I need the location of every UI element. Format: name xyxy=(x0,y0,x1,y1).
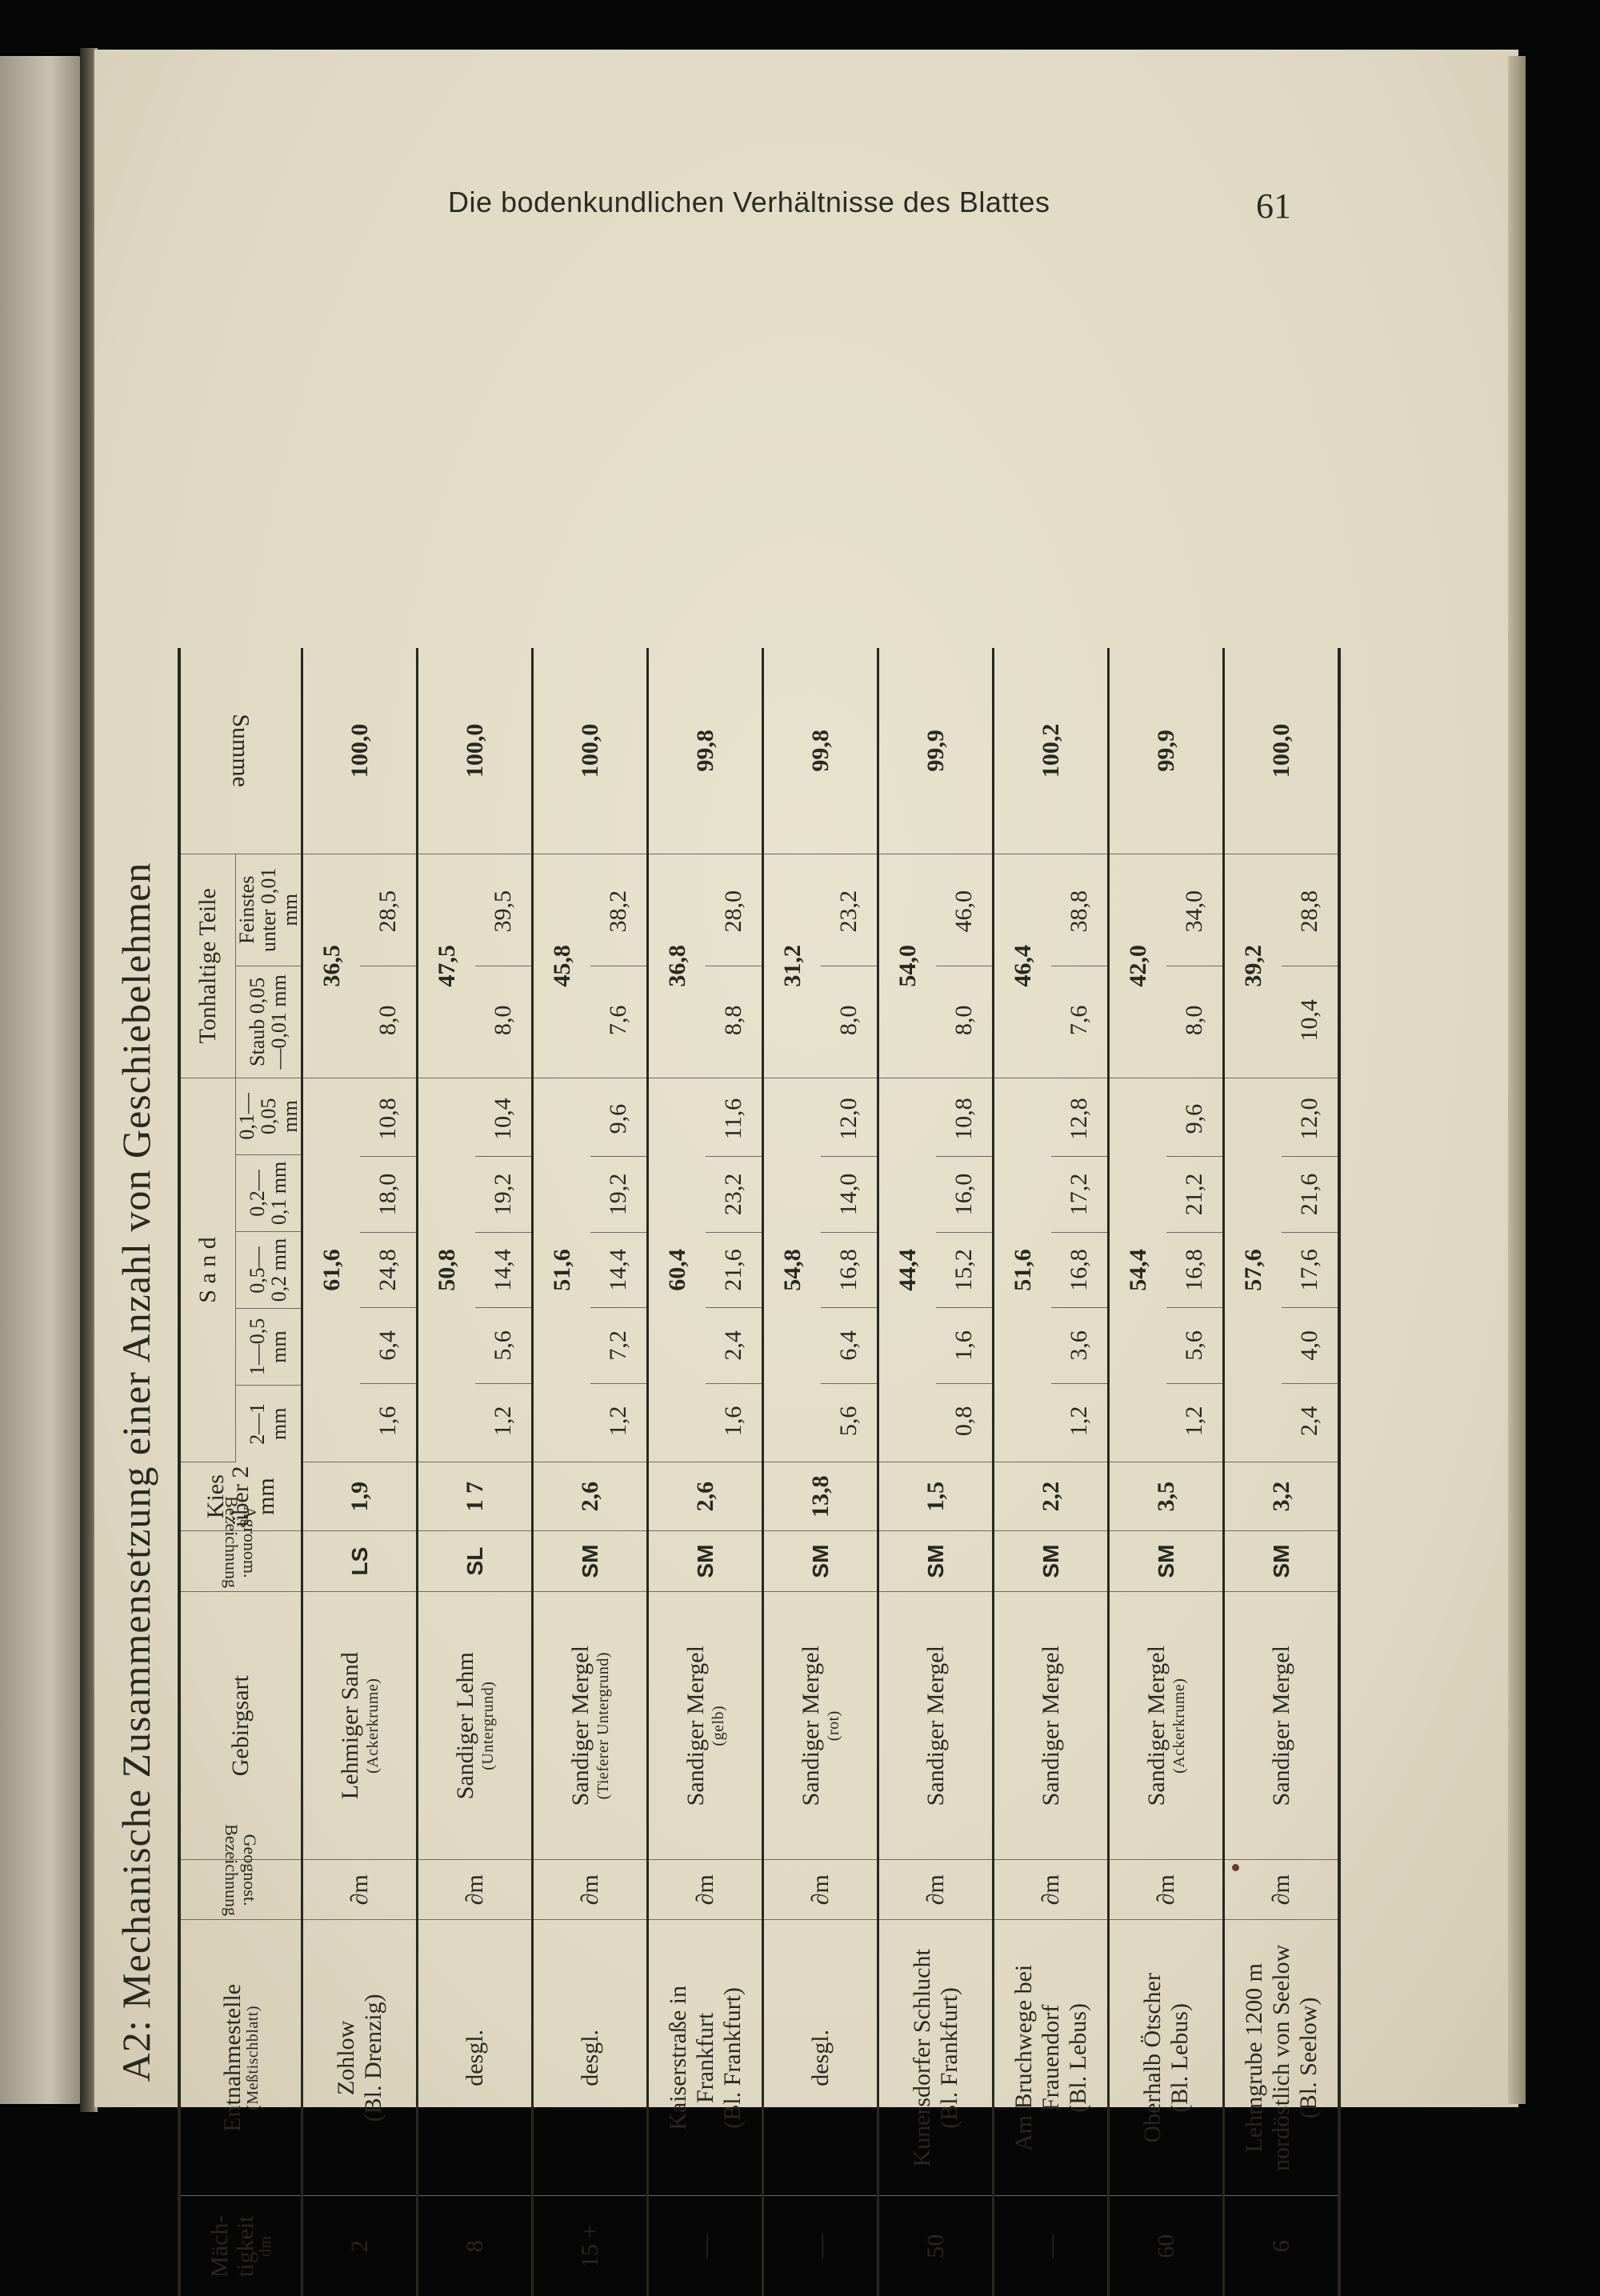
cell-agronom: SM xyxy=(1224,1531,1340,1592)
table-row xyxy=(1224,648,1340,2296)
cell-sand-fraction: 10,8 xyxy=(936,1082,993,1157)
gebirgsart-name: Sandiger Mergel xyxy=(682,1646,710,1806)
stelle-line-2: nordöstlich von Seelow xyxy=(1267,1944,1294,2172)
header-geognost-label: Geognost. Bezeichnung xyxy=(222,1824,261,1917)
header-summe xyxy=(179,648,302,854)
stelle-line-1: desgl. xyxy=(806,2029,834,2086)
cell-maechtigkeit: 8 xyxy=(418,2196,533,2296)
cell-maechtigkeit: 15 + xyxy=(533,2196,648,2296)
cell-sand-fraction: 24,8 xyxy=(360,1233,417,1308)
gebirgsart-name: Sandiger Mergel xyxy=(922,1646,949,1806)
table-row xyxy=(763,648,878,2296)
cell-sand-fraction: 6,4 xyxy=(821,1308,878,1383)
cell-sand-fraction: 21,6 xyxy=(706,1233,762,1308)
cell-maechtigkeit: 6 xyxy=(1224,2196,1340,2296)
cell-ton-staub: 8,0 xyxy=(950,1005,978,1036)
cell-ton-staub: 10,4 xyxy=(1296,999,1323,1042)
running-head: Die bodenkundlichen Verhältnisse des Blattes xyxy=(448,186,1050,218)
cell-agronom: SM xyxy=(763,1531,878,1592)
cell-sand-group xyxy=(302,1078,418,1462)
table-row xyxy=(302,648,418,2296)
gebirgsart-name: Sandiger Lehm xyxy=(452,1652,479,1800)
cell-kies: 1,9 xyxy=(302,1462,418,1531)
cell-sand-fraction: 21,2 xyxy=(1166,1157,1223,1232)
cell-geognost: ∂m xyxy=(302,1860,418,1920)
gebirgsart-sub: (Ackerkrume) xyxy=(364,1678,382,1774)
header-ton-col: Feinstes unter 0,01 mm xyxy=(235,854,302,966)
paper-speck xyxy=(1232,1864,1239,1871)
cell-sand-fraction: 1,2 xyxy=(1181,1406,1208,1437)
cell-sand-fraction: 5,6 xyxy=(1166,1308,1223,1383)
cell-ton-group xyxy=(302,854,418,1078)
cell-gebirgsart xyxy=(878,1592,994,1860)
cell-entnahmestelle xyxy=(1224,1920,1340,2196)
cell-sand-fraction: 23,2 xyxy=(706,1157,762,1232)
cell-ton-feinstes: 23,2 xyxy=(821,858,878,966)
cell-sand-group xyxy=(533,1078,648,1462)
cell-gebirgsart xyxy=(994,1592,1109,1860)
table-row xyxy=(648,648,763,2296)
cell-ton-group xyxy=(994,854,1109,1078)
cell-gebirgsart xyxy=(1109,1592,1224,1860)
cell-maechtigkeit: 50 xyxy=(878,2196,994,2296)
cell-sand-total: 44,4 xyxy=(894,1249,921,1291)
cell-ton-feinstes: 38,8 xyxy=(1051,858,1108,966)
header-entnahmestelle-sub: (Meßtischblatt) xyxy=(244,2005,262,2110)
cell-sand-fraction: 5,6 xyxy=(835,1406,862,1437)
cell-summe: 100,2 xyxy=(994,648,1109,854)
header-ton: Tonhaltige Teile xyxy=(179,854,235,1078)
cell-maechtigkeit: — xyxy=(763,2196,878,2296)
cell-ton-group xyxy=(1224,854,1340,1078)
cell-ton-staub: 8,0 xyxy=(1181,1005,1208,1036)
stelle-line-1: Lehmgrube 1200 m xyxy=(1240,1963,1267,2153)
cell-sand-fraction: 21,6 xyxy=(1282,1157,1338,1232)
gebirgsart-sub: (Tieferer Untergrund) xyxy=(594,1652,613,1800)
header-sand-col: 0,2— 0,1 mm xyxy=(235,1154,302,1231)
stelle-line-2: (Bl. Frankfurt) xyxy=(935,1987,962,2129)
cell-sand-total: 51,6 xyxy=(1009,1249,1036,1291)
gebirgsart-sub: (gelb) xyxy=(710,1705,728,1746)
cell-sand-fraction: 15,2 xyxy=(936,1233,993,1308)
cell-kies: 2,2 xyxy=(994,1462,1109,1531)
header-maechtigkeit xyxy=(179,2196,302,2296)
stelle-line-1: desgl. xyxy=(576,2029,603,2086)
gebirgsart-sub: (Untergrund) xyxy=(479,1681,498,1770)
cell-sand-fraction: 14,4 xyxy=(590,1233,647,1308)
page-number: 61 xyxy=(1256,186,1291,226)
cell-geognost: ∂m xyxy=(418,1860,533,1920)
stelle-line-1: desgl. xyxy=(461,2029,488,2086)
gebirgsart-sub: (Ackerkrume) xyxy=(1170,1678,1189,1774)
cell-sand-fraction: 3,6 xyxy=(1051,1308,1108,1383)
cell-ton-total: 36,8 xyxy=(663,945,690,987)
header-sand-col: 1—0,5 mm xyxy=(235,1308,302,1385)
cell-sand-fraction: 0,8 xyxy=(950,1406,978,1437)
composition-table xyxy=(178,648,1341,2296)
cell-summe: 100,0 xyxy=(1224,648,1340,854)
cell-summe: 99,9 xyxy=(878,648,994,854)
header-sand-col: 0,1— 0,05 mm xyxy=(235,1078,302,1154)
cell-sand-total: 60,4 xyxy=(663,1249,690,1291)
cell-kies: 1,5 xyxy=(878,1462,994,1531)
cell-ton-total: 47,5 xyxy=(433,945,460,987)
cell-ton-feinstes: 28,5 xyxy=(360,858,417,966)
gebirgsart-name: Sandiger Mergel xyxy=(567,1646,594,1806)
header-gebirgsart: Gebirgsart xyxy=(179,1592,302,1860)
cell-ton-feinstes: 34,0 xyxy=(1166,858,1223,966)
page-edge xyxy=(1508,56,1526,2104)
cell-sand-fraction: 1,6 xyxy=(720,1406,747,1437)
cell-sand-fraction: 1,2 xyxy=(1066,1406,1093,1437)
table-row xyxy=(533,648,648,2296)
cell-summe: 100,0 xyxy=(302,648,418,854)
cell-sand-fraction: 12,0 xyxy=(821,1082,878,1157)
table-title: A2: Mechanische Zusammensetzung einer Anzahl von Geschiebelehmen xyxy=(114,862,158,2082)
stelle-line-1: Kaiserstraße in xyxy=(664,1986,691,2130)
header-kies: Kies über 2 mm xyxy=(179,1462,302,1531)
stelle-line-2: Frauendorf xyxy=(1037,2004,1064,2112)
cell-ton-staub: 7,6 xyxy=(605,1005,632,1036)
cell-sand-fraction: 1,2 xyxy=(605,1406,632,1437)
cell-sand-fraction: 2,4 xyxy=(1296,1406,1323,1437)
cell-sand-total: 54,8 xyxy=(778,1249,806,1291)
cell-ton-group xyxy=(418,854,533,1078)
cell-summe: 100,0 xyxy=(533,648,648,854)
gebirgsart-name: Sandiger Mergel xyxy=(1037,1646,1064,1806)
header-geognost xyxy=(179,1824,302,1920)
cell-sand-fraction: 16,8 xyxy=(1166,1233,1223,1308)
cell-sand-fraction: 14,0 xyxy=(821,1157,878,1232)
cell-geognost: ∂m xyxy=(763,1860,878,1920)
cell-agronom: SM xyxy=(533,1531,648,1592)
cell-maechtigkeit: — xyxy=(648,2196,763,2296)
cell-maechtigkeit: 60 xyxy=(1109,2196,1224,2296)
stelle-line-3: (Bl. Lebus) xyxy=(1064,2003,1091,2113)
cell-agronom: SM xyxy=(878,1531,994,1592)
cell-ton-total: 46,4 xyxy=(1009,945,1036,987)
cell-kies: 3,5 xyxy=(1109,1462,1224,1531)
table-row xyxy=(994,648,1109,2296)
cell-geognost: ∂m xyxy=(533,1860,648,1920)
cell-ton-staub: 8,0 xyxy=(490,1005,517,1036)
cell-summe: 100,0 xyxy=(418,648,533,854)
cell-kies: 2,6 xyxy=(533,1462,648,1531)
cell-ton-staub: 8,0 xyxy=(835,1005,862,1036)
cell-sand-total: 50,8 xyxy=(433,1249,460,1291)
cell-geognost: ∂m xyxy=(1224,1860,1340,1920)
cell-ton-total: 54,0 xyxy=(894,945,921,987)
stelle-line-2: Frankfurt xyxy=(691,2012,718,2104)
cell-kies: 2,6 xyxy=(648,1462,763,1531)
table-body xyxy=(302,648,1340,2296)
cell-ton-staub: 8,8 xyxy=(720,1005,747,1036)
header-maechtigkeit-label: Mäch-tigkeit xyxy=(206,2214,258,2278)
cell-ton-group xyxy=(648,854,763,1078)
cell-summe: 99,8 xyxy=(648,648,763,854)
header-sand-col: 2—1 mm xyxy=(235,1386,302,1462)
cell-gebirgsart xyxy=(302,1592,418,1860)
cell-sand-fraction: 1,6 xyxy=(374,1406,402,1437)
header-sand-col: 0,5— 0,2 mm xyxy=(235,1231,302,1308)
cell-sand-group xyxy=(1224,1078,1340,1462)
header-summe-label: Summe xyxy=(227,714,254,788)
cell-entnahmestelle xyxy=(1109,1920,1224,2196)
gebirgsart-name: Sandiger Mergel xyxy=(1267,1646,1294,1806)
cell-sand-fraction: 18,0 xyxy=(360,1157,417,1232)
cell-entnahmestelle xyxy=(763,1920,878,2196)
cell-sand-fraction: 19,2 xyxy=(475,1157,532,1232)
gebirgsart-name: Sandiger Mergel xyxy=(798,1646,825,1806)
cell-entnahmestelle xyxy=(994,1920,1109,2196)
cell-gebirgsart xyxy=(533,1592,648,1860)
cell-ton-total: 42,0 xyxy=(1124,945,1151,987)
cell-ton-staub: 7,6 xyxy=(1066,1005,1093,1036)
cell-summe: 99,9 xyxy=(1109,648,1224,854)
header-sand: S a n d xyxy=(179,1078,235,1462)
cell-maechtigkeit: 2 xyxy=(346,2240,373,2253)
cell-sand-total: 54,4 xyxy=(1124,1249,1151,1291)
cell-ton-total: 36,5 xyxy=(318,945,345,987)
cell-maechtigkeit: — xyxy=(994,2196,1109,2296)
cell-entnahmestelle xyxy=(418,1920,533,2196)
cell-sand-fraction: 10,4 xyxy=(475,1082,532,1157)
table-row xyxy=(418,648,533,2296)
cell-agronom: SM xyxy=(1109,1531,1224,1592)
cell-agronom: LS xyxy=(302,1531,418,1592)
cell-geognost: ∂m xyxy=(1109,1860,1224,1920)
cell-ton-group xyxy=(1109,854,1224,1078)
cell-sand-total: 61,6 xyxy=(318,1249,345,1291)
rotated-table-block xyxy=(112,648,1344,2296)
cell-sand-fraction: 17,6 xyxy=(1282,1233,1338,1308)
gebirgsart-sub: (rot) xyxy=(825,1710,843,1742)
cell-sand-fraction: 16,0 xyxy=(936,1157,993,1232)
stelle-line-1: Am Bruchwege bei xyxy=(1010,1964,1037,2152)
cell-sand-group xyxy=(763,1078,878,1462)
cell-ton-feinstes: 28,8 xyxy=(1282,858,1338,966)
cell-ton-group xyxy=(533,854,648,1078)
cell-sand-total: 51,6 xyxy=(548,1249,575,1291)
cell-sand-fraction: 10,8 xyxy=(360,1082,417,1157)
cell-sand-fraction: 5,6 xyxy=(475,1308,532,1383)
cell-sand-fraction: 1,6 xyxy=(936,1308,993,1383)
header-entnahmestelle xyxy=(179,1920,302,2196)
cell-geognost: ∂m xyxy=(878,1860,994,1920)
cell-sand-fraction: 12,8 xyxy=(1051,1082,1108,1157)
table-row xyxy=(1109,648,1224,2296)
stelle-line-2: (Bl. Drenzig) xyxy=(359,1994,386,2122)
cell-kies: 1 7 xyxy=(418,1462,533,1531)
cell-summe: 99,8 xyxy=(763,648,878,854)
cell-sand-fraction: 16,8 xyxy=(1051,1233,1108,1308)
cell-sand-total: 57,6 xyxy=(1239,1249,1266,1291)
cell-sand-group xyxy=(1109,1078,1224,1462)
facing-page-edge xyxy=(0,56,84,2104)
cell-kies: 3,2 xyxy=(1224,1462,1340,1531)
cell-gebirgsart xyxy=(1224,1592,1340,1860)
header-agronom-label: Agronom. Bezeichnung xyxy=(222,1496,261,1589)
cell-sand-group xyxy=(418,1078,533,1462)
cell-sand-fraction: 17,2 xyxy=(1051,1157,1108,1232)
cell-sand-fraction: 9,6 xyxy=(1166,1082,1223,1157)
cell-sand-fraction: 1,2 xyxy=(490,1406,517,1437)
cell-geognost: ∂m xyxy=(648,1860,763,1920)
cell-sand-fraction: 9,6 xyxy=(590,1082,647,1157)
cell-sand-fraction: 6,4 xyxy=(360,1308,417,1383)
stelle-line-1: Zohlow xyxy=(332,2020,359,2096)
cell-geognost: ∂m xyxy=(994,1860,1109,1920)
cell-sand-group xyxy=(878,1078,994,1462)
gebirgsart-name: Lehmiger Sand xyxy=(337,1652,364,1800)
cell-ton-feinstes: 28,0 xyxy=(706,858,762,966)
cell-gebirgsart xyxy=(418,1592,533,1860)
cell-ton-feinstes: 39,5 xyxy=(475,858,532,966)
cell-ton-total: 45,8 xyxy=(548,945,575,987)
cell-sand-fraction: 4,0 xyxy=(1282,1308,1338,1383)
cell-ton-group xyxy=(878,854,994,1078)
cell-ton-staub: 8,0 xyxy=(374,1005,402,1036)
cell-sand-fraction: 14,4 xyxy=(475,1233,532,1308)
cell-sand-group xyxy=(648,1078,763,1462)
cell-gebirgsart xyxy=(763,1592,878,1860)
table-row xyxy=(878,648,994,2296)
cell-entnahmestelle xyxy=(648,1920,763,2196)
cell-sand-fraction: 12,0 xyxy=(1282,1082,1338,1157)
stelle-line-1: Kunersdorfer Schlucht xyxy=(908,1949,935,2167)
cell-ton-feinstes: 38,2 xyxy=(590,858,647,966)
cell-sand-fraction: 2,4 xyxy=(706,1308,762,1383)
stelle-line-2: (Bl. Lebus) xyxy=(1166,2003,1193,2113)
stelle-line-3: (Bl. Frankfurt) xyxy=(718,1987,746,2129)
header-ton-col: Staub 0,05—0,01 mm xyxy=(235,966,302,1078)
cell-sand-fraction: 7,2 xyxy=(590,1308,647,1383)
cell-agronom: SM xyxy=(994,1531,1109,1592)
cell-ton-feinstes: 46,0 xyxy=(936,858,993,966)
cell-entnahmestelle xyxy=(302,1920,418,2196)
cell-sand-fraction: 19,2 xyxy=(590,1157,647,1232)
cell-sand-fraction: 16,8 xyxy=(821,1233,878,1308)
stelle-line-3: (Bl. Seelow) xyxy=(1294,1997,1322,2119)
header-entnahmestelle-label: Entnahmestelle xyxy=(218,1983,246,2132)
cell-sand-group xyxy=(994,1078,1109,1462)
cell-ton-total: 39,2 xyxy=(1239,945,1266,987)
stelle-line-1: Oberhalb Ötscher xyxy=(1138,1973,1166,2143)
cell-ton-total: 31,2 xyxy=(778,945,806,987)
cell-gebirgsart xyxy=(648,1592,763,1860)
cell-ton-group xyxy=(763,854,878,1078)
header-maechtigkeit-unit: dm xyxy=(257,2235,275,2258)
cell-agronom: SM xyxy=(648,1531,763,1592)
cell-agronom: SL xyxy=(418,1531,533,1592)
cell-kies: 13,8 xyxy=(763,1462,878,1531)
gebirgsart-name: Sandiger Mergel xyxy=(1143,1646,1170,1806)
cell-entnahmestelle xyxy=(533,1920,648,2196)
cell-entnahmestelle xyxy=(878,1920,994,2196)
cell-sand-fraction: 11,6 xyxy=(706,1082,762,1157)
